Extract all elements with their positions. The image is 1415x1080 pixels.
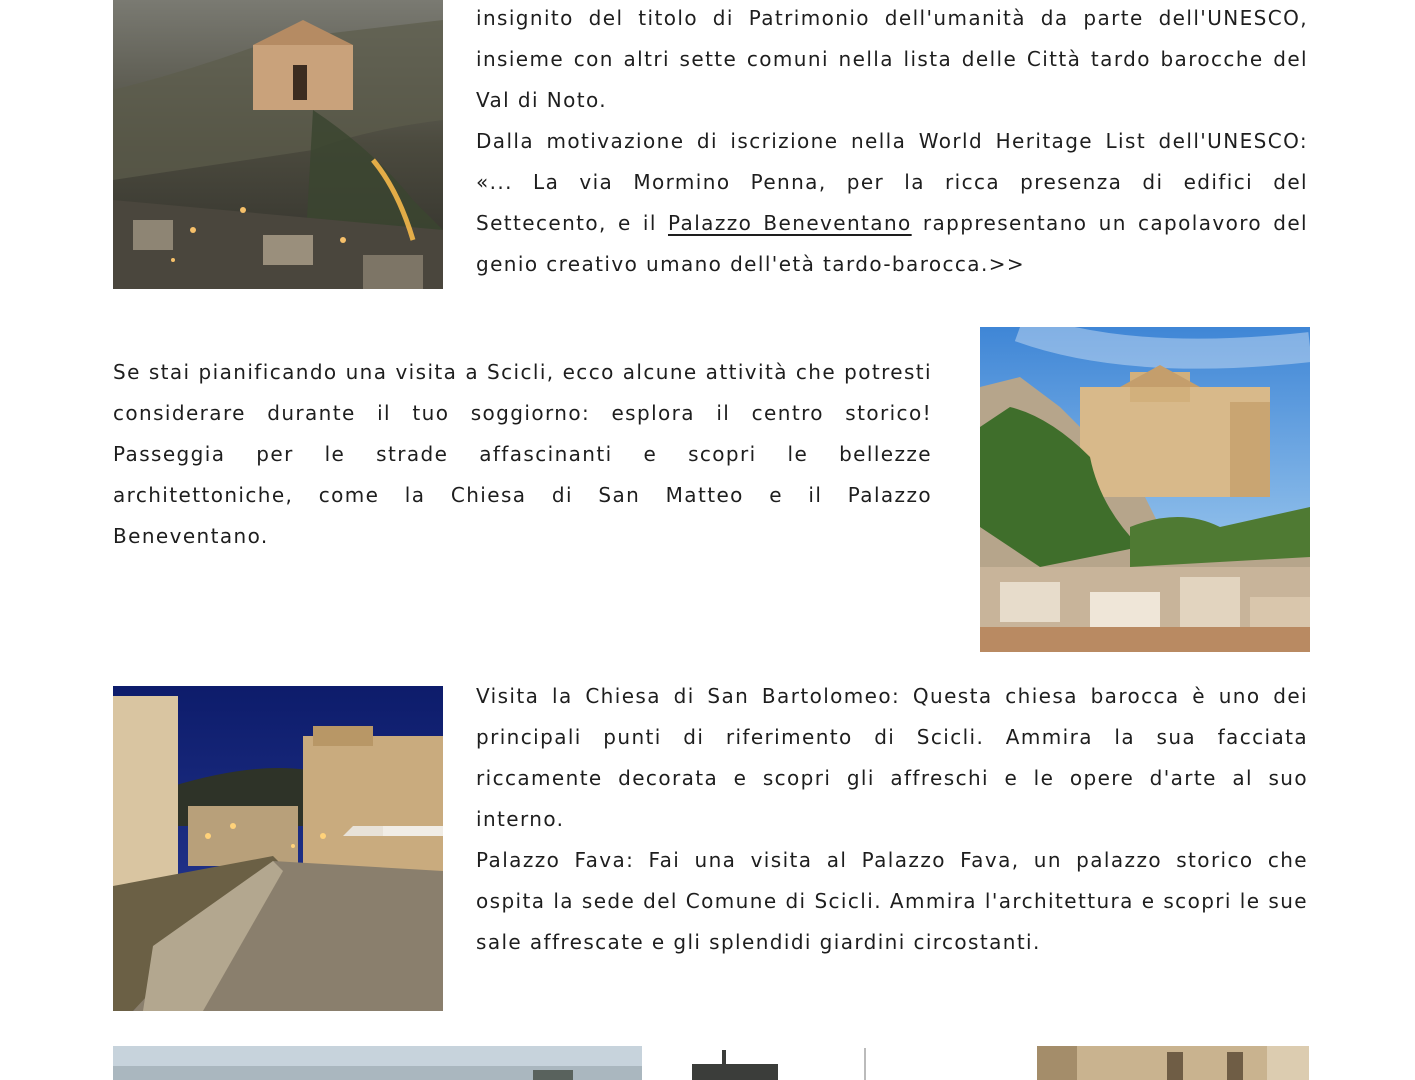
unesco-paragraph: insignito del titolo di Patrimonio dell'umanità da parte dell'UNESCO, insieme con altri sette comuni nella lista delle Città tardo barocche del Val di Noto. [476,6,1308,112]
unesco-heritage-text [476,0,1308,285]
attractions-text [476,676,1308,963]
scicli-night-hillside-photo [113,0,443,289]
bottom-photo-left [113,1046,642,1080]
motivation-paragraph [476,121,1308,285]
palazzo-fava-paragraph: Palazzo Fava: Fai una visita al Palazzo Fava, un palazzo storico che ospita la sede del Comune di Scicli. Ammira l'architettura e scopri le sue sale affrescate e gli splendidi giardini circostanti. [476,848,1308,954]
bottom-photo-middle [692,1046,870,1080]
bottom-photo-right [1037,1046,1309,1080]
scicli-street-night-photo [113,686,443,1011]
palazzo-beneventano-link[interactable]: Palazzo Beneventano [667,211,912,235]
visit-planning-text [113,352,932,557]
visit-planning-paragraph: Se stai pianificando una visita a Scicli, ecco alcune attività che potresti considerare durante il tuo soggiorno: esplora il centro storico! Passeggia per le strade affascinanti e scopri le bellezze architettoniche, come la Chiesa di San Matteo e il Palazzo Beneventano. [113,360,932,548]
san-matteo-church-photo [980,327,1310,652]
motivation-text-after: rappresentano un capolavoro del genio creativo umano dell'età tardo-barocca.>> [476,211,1308,276]
san-bartolomeo-paragraph: Visita la Chiesa di San Bartolomeo: Questa chiesa barocca è uno dei principali punti di riferimento di Scicli. Ammira la sua facciata riccamente decorata e scopri gli affreschi e le opere d'arte al suo interno. [476,684,1308,831]
motivation-text-before: Dalla motivazione di iscrizione nella World Heritage List dell'UNESCO: «... La via Mormino Penna, per la ricca presenza di edifici del Settecento, e il [476,129,1308,235]
